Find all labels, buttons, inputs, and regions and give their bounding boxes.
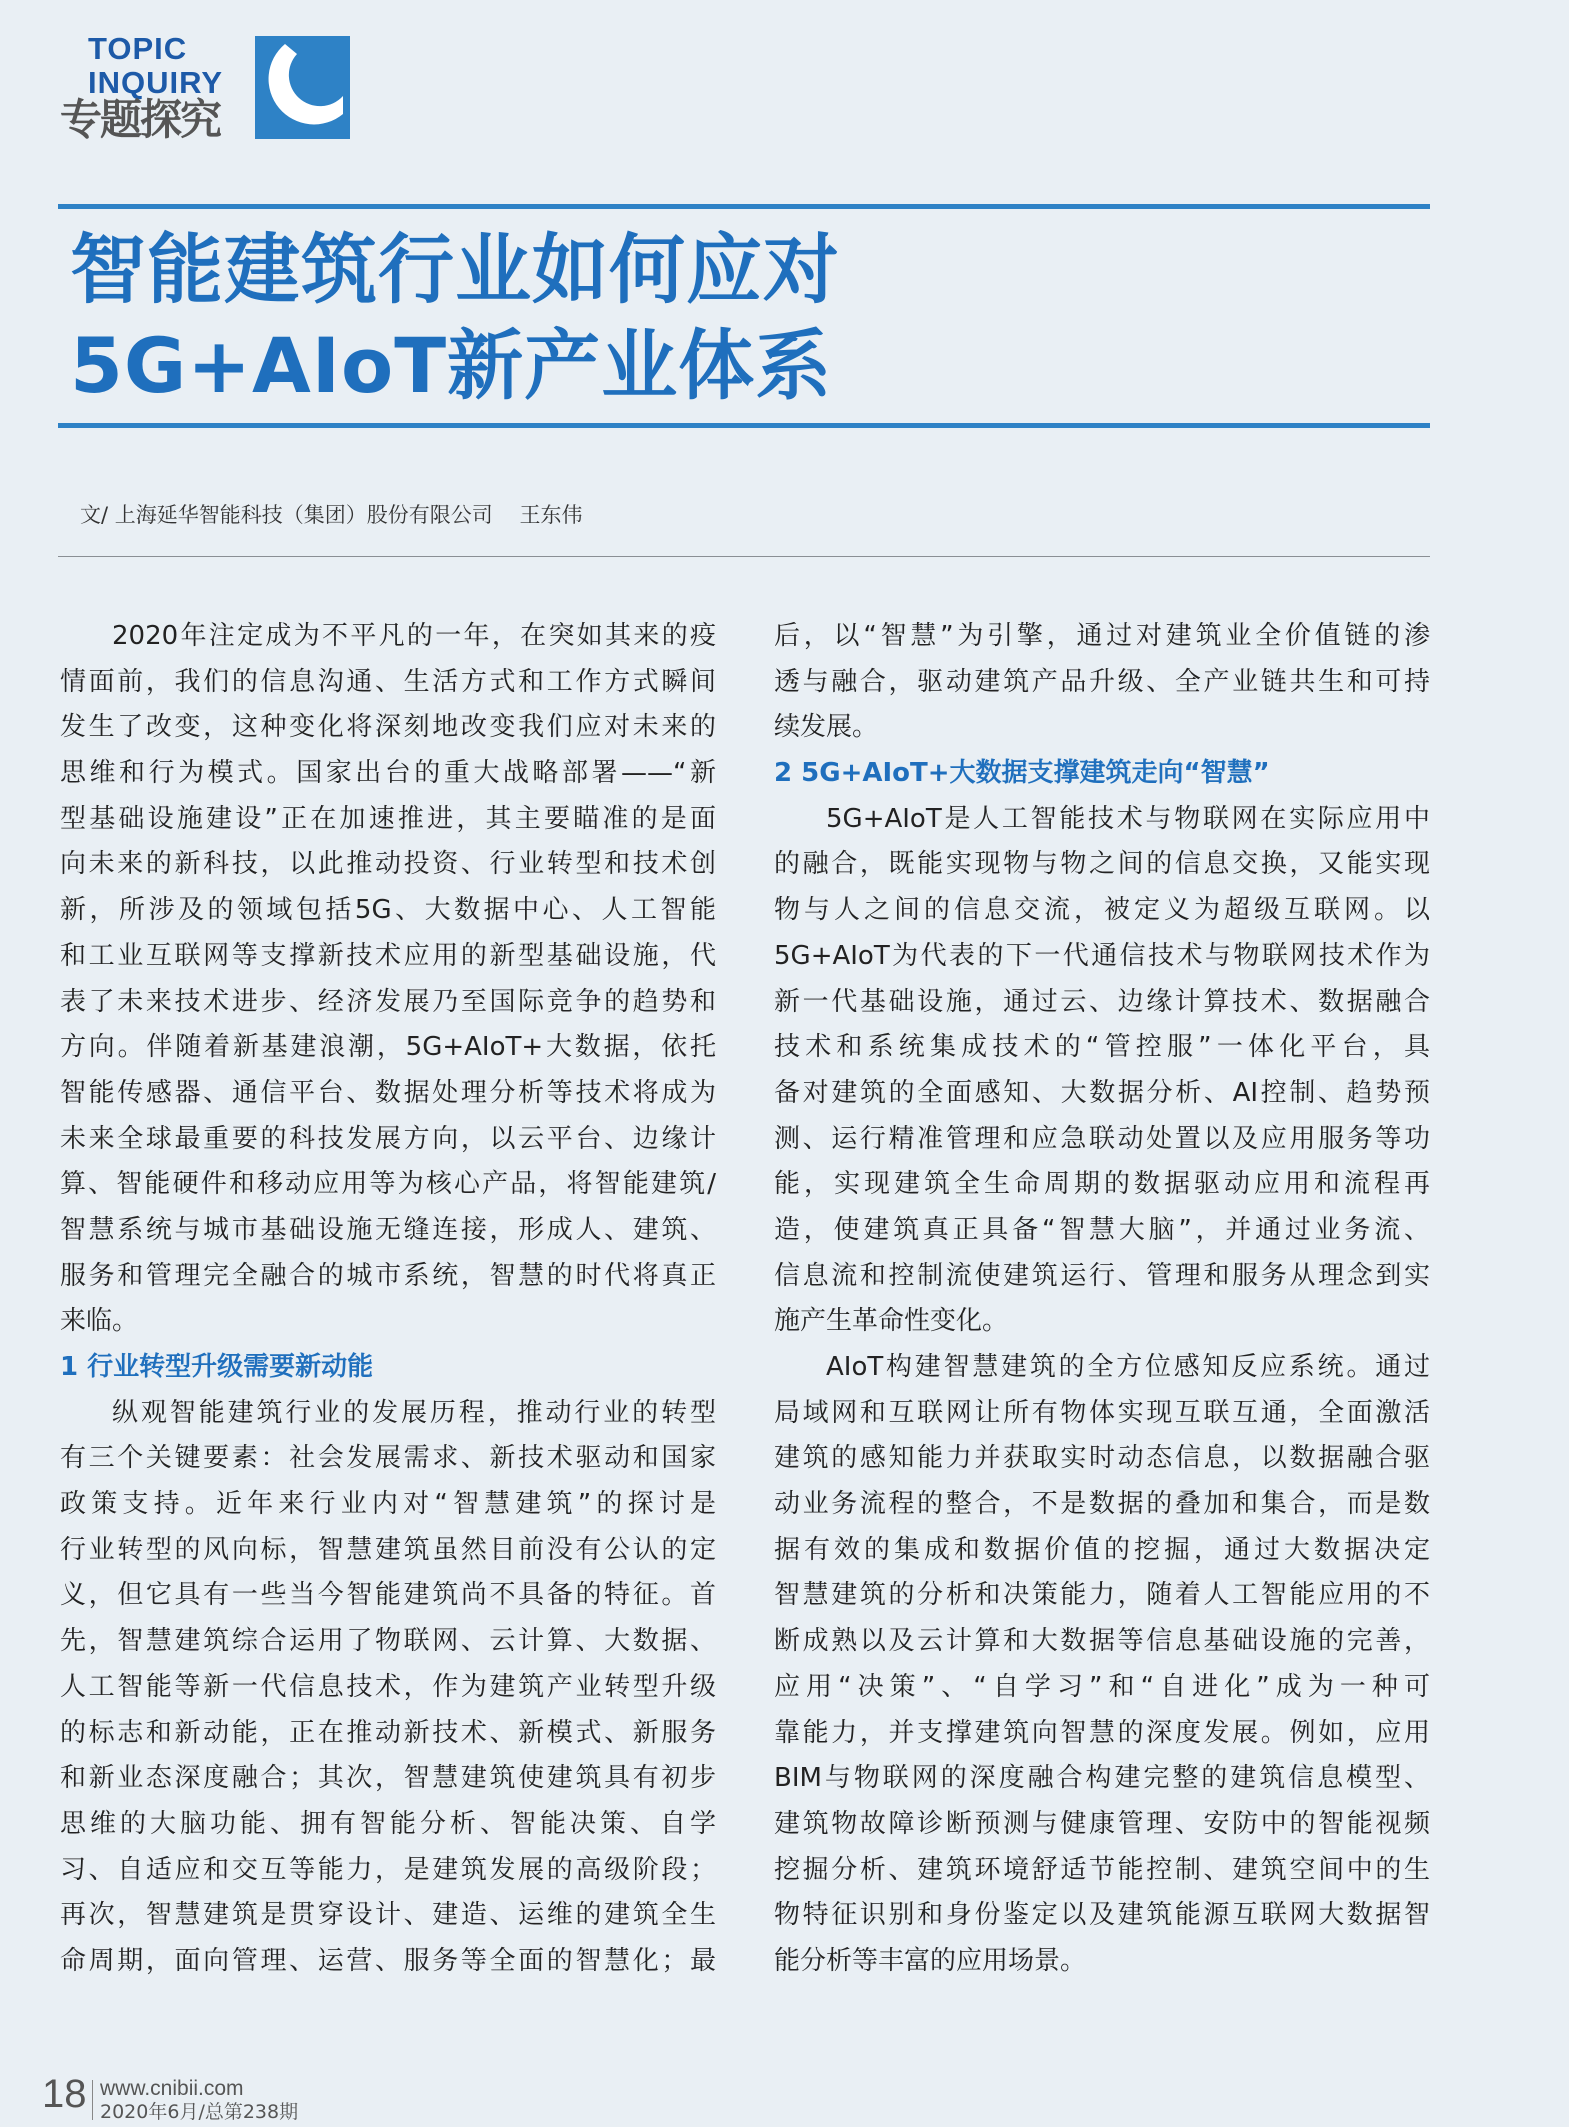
body-text-line: 人工智能等新一代信息技术，作为建筑产业转型升级 bbox=[60, 1671, 716, 1702]
logo-mark-icon bbox=[255, 36, 350, 139]
body-text-line: 造，使建筑真正具备“智慧大脑”，并通过业务流、 bbox=[774, 1214, 1430, 1245]
body-text-line: 义，但它具有一些当今智能建筑尚不具备的特征。首 bbox=[60, 1580, 716, 1611]
body-column-left bbox=[60, 614, 716, 1985]
body-text-line: 的标志和新动能，正在推动新技术、新模式、新服务 bbox=[60, 1717, 716, 1748]
byline-divider bbox=[58, 556, 1430, 557]
body-text-line: 服务和管理完全融合的城市系统，智慧的时代将真正 bbox=[60, 1260, 716, 1291]
logo-chinese: 专题探究 bbox=[60, 95, 221, 144]
body-text-line: 2020年注定成为不平凡的一年，在突如其来的疫 bbox=[112, 621, 716, 651]
body-text-line: 习、自适应和交互等能力，是建筑发展的高级阶段； bbox=[60, 1854, 716, 1885]
body-text-line: 新一代基础设施，通过云、边缘计算技术、数据融合 bbox=[774, 986, 1430, 1017]
body-text-line: 的融合，既能实现物与物之间的信息交换，又能实现 bbox=[774, 849, 1430, 880]
body-text-line: 挖掘分析、建筑环境舒适节能控制、建筑空间中的生 bbox=[774, 1854, 1430, 1885]
body-text-line: 思维和行为模式。国家出台的重大战略部署——“新 bbox=[60, 758, 716, 789]
body-text-line: 局域网和互联网让所有物体实现互联互通，全面激活 bbox=[774, 1397, 1430, 1428]
body-text-line: 情面前，我们的信息沟通、生活方式和工作方式瞬间 bbox=[60, 666, 716, 697]
body-text-line: BIM与物联网的深度融合构建完整的建筑信息模型、 bbox=[774, 1763, 1430, 1794]
body-text-line: 透与融合，驱动建筑产品升级、全产业链共生和可持 bbox=[774, 666, 1430, 697]
body-text-line: 能分析等丰富的应用场景。 bbox=[774, 1945, 1087, 1976]
body-text-line: 和新业态深度融合；其次，智慧建筑使建筑具有初步 bbox=[60, 1763, 716, 1794]
body-text-line: 备对建筑的全面感知、大数据分析、AI控制、趋势预 bbox=[774, 1077, 1430, 1108]
title-line-2: 5G+AIoT新产业体系 bbox=[70, 321, 833, 410]
body-text-line: 发生了改变，这种变化将深刻地改变我们应对未来的 bbox=[60, 712, 716, 743]
footer-divider bbox=[92, 2080, 93, 2120]
body-text-line: 行业转型的风向标，智慧建筑虽然目前没有公认的定 bbox=[60, 1534, 716, 1565]
body-text-line: 有三个关键要素：社会发展需求、新技术驱动和国家 bbox=[60, 1443, 716, 1474]
body-text-line: 技术和系统集成技术的“管控服”一体化平台，具 bbox=[774, 1032, 1430, 1063]
body-text-line: 方向。伴随着新基建浪潮，5G+AIoT+大数据，依托 bbox=[60, 1032, 716, 1063]
body-text-line: AIoT构建智慧建筑的全方位感知反应系统。通过 bbox=[826, 1352, 1430, 1382]
body-text-line: 新，所涉及的领域包括5G、大数据中心、人工智能 bbox=[60, 895, 716, 926]
body-text-line: 动业务流程的整合，不是数据的叠加和集合，而是数 bbox=[774, 1489, 1430, 1520]
section-heading: 1 行业转型升级需要新动能 bbox=[60, 1352, 374, 1382]
title-bottom-rule bbox=[58, 423, 1430, 428]
footer-issue: 2020年6月/总第238期 bbox=[100, 2101, 299, 2123]
body-text-line: 5G+AIoT为代表的下一代通信技术与物联网技术作为 bbox=[774, 940, 1430, 971]
body-column-right bbox=[774, 614, 1430, 1985]
title-top-rule bbox=[58, 204, 1430, 209]
body-text-line: 施产生革命性变化。 bbox=[774, 1306, 1009, 1337]
body-text-line: 靠能力，并支撑建筑向智慧的深度发展。例如，应用 bbox=[774, 1717, 1430, 1748]
body-text-line: 智能传感器、通信平台、数据处理分析等技术将成为 bbox=[60, 1077, 716, 1108]
body-text-line: 信息流和控制流使建筑运行、管理和服务从理念到实 bbox=[774, 1260, 1430, 1291]
body-text-line: 纵观智能建筑行业的发展历程，推动行业的转型 bbox=[112, 1397, 716, 1428]
footer-url: www.cnibii.com bbox=[100, 2077, 244, 2100]
body-text-line: 智慧建筑的分析和决策能力，随着人工智能应用的不 bbox=[774, 1580, 1430, 1611]
body-text-line: 建筑的感知能力并获取实时动态信息，以数据融合驱 bbox=[774, 1443, 1430, 1474]
magazine-logo bbox=[60, 32, 360, 142]
body-text-line: 能，实现建筑全生命周期的数据驱动应用和流程再 bbox=[774, 1169, 1430, 1200]
body-text-line: 建筑物故障诊断预测与健康管理、安防中的智能视频 bbox=[774, 1808, 1430, 1839]
body-text-line: 表了未来技术进步、经济发展乃至国际竞争的趋势和 bbox=[60, 986, 716, 1017]
article-title bbox=[70, 222, 1370, 414]
body-text-line: 政策支持。近年来行业内对“智慧建筑”的探讨是 bbox=[60, 1489, 716, 1520]
body-text-line: 应用“决策”、“自学习”和“自进化”成为一种可 bbox=[774, 1671, 1430, 1702]
body-text-line: 命周期，面向管理、运营、服务等全面的智慧化；最 bbox=[60, 1945, 716, 1976]
body-text-line: 先，智慧建筑综合运用了物联网、云计算、大数据、 bbox=[60, 1626, 716, 1657]
author-byline: 文/ 上海延华智能科技（集团）股份有限公司 王东伟 bbox=[80, 503, 583, 527]
section-heading: 2 5G+AIoT+大数据支撑建筑走向“智慧” bbox=[774, 758, 1270, 789]
title-line-1: 智能建筑行业如何应对 bbox=[70, 225, 840, 314]
body-text-line: 测、运行精准管理和应急联动处置以及应用服务等功 bbox=[774, 1123, 1430, 1154]
page-number: 18 bbox=[42, 2072, 87, 2116]
body-text-line: 物与人之间的信息交流，被定义为超级互联网。以 bbox=[774, 895, 1430, 926]
body-text-line: 物特征识别和身份鉴定以及建筑能源互联网大数据智 bbox=[774, 1900, 1430, 1931]
body-text-line: 再次，智慧建筑是贯穿设计、建造、运维的建筑全生 bbox=[60, 1900, 716, 1931]
body-text-line: 后，以“智慧”为引擎，通过对建筑业全价值链的渗 bbox=[774, 621, 1430, 651]
body-text-line: 断成熟以及云计算和大数据等信息基础设施的完善， bbox=[774, 1626, 1430, 1657]
body-text-line: 来临。 bbox=[60, 1306, 139, 1337]
body-text-line: 和工业互联网等支撑新技术应用的新型基础设施，代 bbox=[60, 940, 716, 971]
body-text-line: 智慧系统与城市基础设施无缝连接，形成人、建筑、 bbox=[60, 1214, 716, 1245]
body-text-line: 算、智能硬件和移动应用等为核心产品，将智能建筑/ bbox=[60, 1169, 716, 1200]
body-text-line: 向未来的新科技，以此推动投资、行业转型和技术创 bbox=[60, 849, 716, 880]
body-text-line: 未来全球最重要的科技发展方向，以云平台、边缘计 bbox=[60, 1123, 716, 1154]
body-text-line: 据有效的集成和数据价值的挖掘，通过大数据决定 bbox=[774, 1534, 1430, 1565]
body-text-line: 续发展。 bbox=[774, 712, 879, 743]
body-text-line: 型基础设施建设”正在加速推进，其主要瞄准的是面 bbox=[60, 803, 716, 834]
logo-english: TOPIC INQUIRY bbox=[88, 31, 224, 100]
body-text-line: 5G+AIoT是人工智能技术与物联网在实际应用中 bbox=[826, 803, 1430, 834]
body-text-line: 思维的大脑功能、拥有智能分析、智能决策、自学 bbox=[60, 1808, 716, 1839]
